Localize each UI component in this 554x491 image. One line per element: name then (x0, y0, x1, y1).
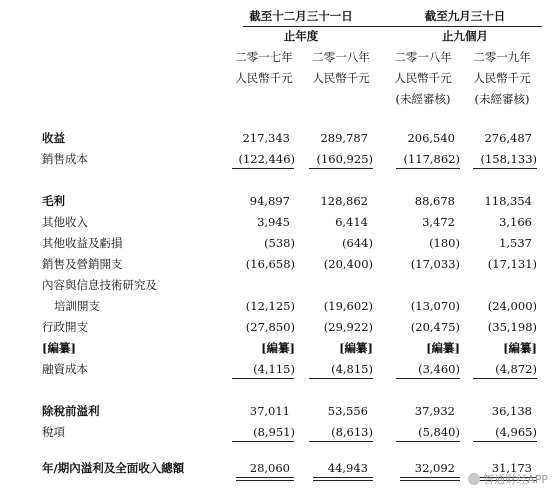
col-header-2017: 二零一七年 (235, 50, 293, 64)
cell: 53,556 (327, 404, 368, 418)
cell: 3,472 (422, 215, 455, 229)
cell: 6,414 (335, 215, 368, 229)
cell: 28,060 (249, 461, 290, 475)
total-double-rule (400, 477, 460, 481)
cell: (24,000) (487, 299, 537, 313)
currency-2: 人民幣千元 (312, 71, 370, 85)
cell: (12,125) (245, 299, 295, 313)
cell: 37,011 (249, 404, 290, 418)
cell: 1,537 (499, 236, 532, 250)
cell: (35,198) (487, 320, 537, 334)
cell: (117,862) (403, 152, 460, 166)
header-rule-1 (243, 26, 397, 27)
cell: 88,678 (414, 194, 455, 208)
subtotal-rule (396, 378, 460, 379)
cell: (158,133) (480, 152, 537, 166)
row-label-admin-expenses: 行政開支 (42, 320, 88, 334)
subtotal-rule (396, 168, 460, 169)
cell: 206,540 (407, 131, 455, 145)
cell: (4,872) (495, 362, 537, 376)
cell: (29,922) (323, 320, 373, 334)
cell: 276,487 (484, 131, 532, 145)
cell: (122,446) (238, 152, 295, 166)
row-label-redacted: [編纂] (42, 341, 76, 355)
row-label-finance-costs: 融資成本 (42, 362, 88, 376)
subtotal-rule (309, 441, 373, 442)
cell: (4,815) (331, 362, 373, 376)
row-label-rnd-line1: 內容與信息技術研究及 (42, 278, 157, 292)
watermark-text: 智通财经APP (483, 473, 548, 486)
header-rule-2 (397, 26, 542, 27)
col-header-2018-9m: 二零一八年 (394, 50, 452, 64)
cell: (8,613) (331, 425, 373, 439)
cell: (4,965) (495, 425, 537, 439)
subtotal-rule (232, 441, 294, 442)
audit-note-3: (未經審核) (395, 92, 451, 106)
row-label-gross-profit: 毛利 (42, 194, 65, 208)
cell: (5,840) (418, 425, 460, 439)
subtotal-rule (232, 378, 294, 379)
row-label-other-income: 其他收入 (42, 215, 88, 229)
cell: 94,897 (249, 194, 290, 208)
cell: 217,343 (242, 131, 290, 145)
row-label-tax: 稅項 (42, 425, 65, 439)
row-label-total-comprehensive-income: 年/期內溢利及全面收入總額 (42, 461, 185, 475)
cell: (3,460) (418, 362, 460, 376)
cell: 289,787 (320, 131, 368, 145)
subtotal-rule (309, 168, 373, 169)
total-double-rule (236, 477, 294, 481)
row-label-cost-of-sales: 銷售成本 (42, 152, 88, 166)
cell: (17,033) (410, 257, 460, 271)
cell: 36,138 (491, 404, 532, 418)
row-label-revenue: 收益 (42, 131, 65, 145)
cell: 128,862 (320, 194, 368, 208)
subtotal-rule (232, 168, 294, 169)
period-header-nine-months: 截至九月三十日 (424, 9, 506, 23)
cell: (8,951) (253, 425, 295, 439)
subtotal-rule (473, 378, 537, 379)
row-label-rnd-line2: 培訓開支 (54, 299, 100, 313)
cell: [編纂] (261, 341, 295, 355)
cell: 44,943 (327, 461, 368, 475)
row-label-selling-expenses: 銷售及營銷開支 (42, 257, 123, 271)
cell: 32,092 (414, 461, 455, 475)
period-header-nine-months-sub: 止九個月 (442, 29, 488, 43)
subtotal-rule (473, 168, 537, 169)
cell: (13,070) (410, 299, 460, 313)
cell: [編纂] (339, 341, 373, 355)
subtotal-rule (309, 378, 373, 379)
watermark (468, 471, 548, 487)
cell: (4,115) (253, 362, 295, 376)
total-double-rule (313, 477, 373, 481)
period-header-year: 截至十二月三十一日 (249, 9, 353, 23)
row-label-profit-before-tax: 除稅前溢利 (42, 404, 100, 418)
cell: 3,945 (257, 215, 290, 229)
cell: 118,354 (484, 194, 532, 208)
cell: (19,602) (323, 299, 373, 313)
cell: 3,166 (499, 215, 532, 229)
cell: [編纂] (426, 341, 460, 355)
cell: 31,173 (491, 461, 532, 475)
cell: [編纂] (503, 341, 537, 355)
cell: (20,475) (410, 320, 460, 334)
subtotal-rule (396, 441, 460, 442)
cell: (20,400) (323, 257, 373, 271)
cell: (17,131) (487, 257, 537, 271)
row-label-other-gains-losses: 其他收益及虧損 (42, 236, 123, 250)
cell: 37,932 (414, 404, 455, 418)
cell: (644) (342, 236, 373, 250)
cell: (27,850) (245, 320, 295, 334)
cell: (16,658) (245, 257, 295, 271)
cell: (180) (429, 236, 460, 250)
audit-note-4: (未經審核) (474, 92, 530, 106)
cell: (538) (264, 236, 295, 250)
col-header-2018: 二零一八年 (312, 50, 370, 64)
currency-1: 人民幣千元 (235, 71, 293, 85)
subtotal-rule (473, 441, 537, 442)
watermark-logo-icon (468, 473, 480, 485)
period-header-year-sub: 止年度 (283, 29, 319, 43)
col-header-2019-9m: 二零一九年 (473, 50, 531, 64)
currency-3: 人民幣千元 (394, 71, 452, 85)
currency-4: 人民幣千元 (473, 71, 531, 85)
cell: (160,925) (316, 152, 373, 166)
